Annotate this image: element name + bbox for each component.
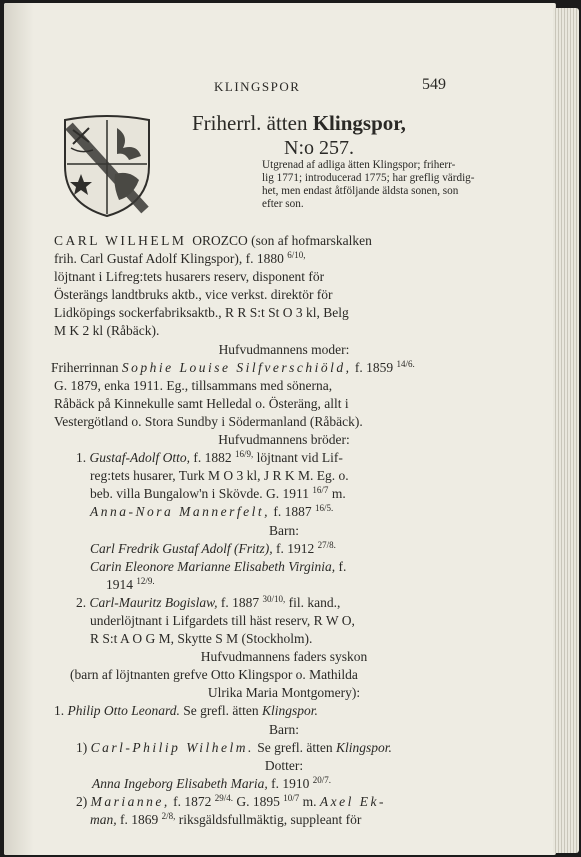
text-line — [76, 594, 514, 612]
text-line: (barn af löjtnanten grefve Otto Klingspor o. Mathilda — [70, 667, 358, 683]
date-fraction: 30/10, — [262, 593, 286, 604]
section-heading: Hufvudmannens moder: — [218, 341, 350, 357]
text-span: 1. — [54, 703, 68, 719]
section-heading: Dotter: — [264, 757, 304, 773]
text-span: f. 1887 — [270, 504, 315, 520]
text-span: f. 1872 — [169, 793, 215, 809]
running-title: KLINGSPOR — [214, 79, 301, 94]
person-name: Philip Otto Leonard. — [67, 703, 180, 719]
text-span: f. 1887 — [217, 594, 263, 610]
text-line — [106, 576, 514, 594]
text-span: OROZCO (son af hofmarskalken — [192, 233, 372, 248]
date-fraction: 6/10, — [287, 250, 306, 261]
text-span: Se grefl. ätten — [179, 703, 262, 719]
text-line — [90, 811, 514, 829]
text-span: frih. Carl Gustaf Adolf Klingspor), f. 1880 — [54, 251, 288, 267]
section-heading: Barn: — [269, 721, 299, 737]
person-name: Carl Fredrik Gustaf Adolf (Fritz), — [90, 540, 273, 556]
text-span: fil. kand., — [285, 594, 341, 610]
text-span: beb. villa Bungalow'n i Skövde. G. 1911 — [90, 486, 313, 502]
coat-of-arms-icon — [59, 114, 155, 220]
book-page — [4, 3, 556, 855]
date-fraction: 20/7. — [312, 774, 331, 785]
text-line: Lidköpings sockerfabriksaktb., R R S:t St O 3 kl, Belg — [54, 305, 349, 321]
text-span: f. 1910 — [267, 775, 313, 791]
text-span: riksgäldsfullmäktig, suppleant för — [175, 812, 362, 827]
date-fraction: 16/9, — [235, 449, 254, 460]
text-line: M K 2 kl (Råbäck). — [54, 323, 160, 339]
intro-paragraph — [262, 159, 475, 211]
title-prefix: Friherrl. ätten — [192, 111, 313, 135]
page-edges — [553, 8, 579, 853]
text-line — [51, 359, 514, 377]
person-name: Anna-Nora Mannerfelt, — [90, 504, 270, 520]
date-fraction: 16/7 — [312, 485, 329, 496]
person-name: Sophie Louise Silfverschiöld, — [121, 359, 352, 375]
text-line — [54, 702, 514, 720]
family-title — [192, 111, 406, 136]
text-line: löjtnant i Lifreg:tets husarers reserv, disponent för — [54, 269, 325, 285]
title-name: Klingspor, — [312, 111, 406, 135]
text-line: Vestergötland o. Stora Sundby i Södermanland (Råbäck). — [54, 413, 363, 429]
text-line: G. 1879, enka 1911. Eg., tillsammans med sönerna, — [54, 377, 333, 393]
text-line — [90, 558, 514, 576]
person-name: Axel Ek- — [319, 793, 387, 809]
date-fraction: 29/4. — [214, 792, 234, 803]
date-fraction: 16/5. — [315, 503, 334, 514]
text-line — [76, 449, 514, 467]
date-fraction: 14/6. — [396, 358, 415, 369]
family-name: Klingspor. — [262, 703, 318, 719]
text-span: 1. — [76, 450, 90, 466]
family-number: N:o 257. — [284, 137, 354, 159]
family-name: Klingspor. — [335, 739, 392, 755]
person-name: Marianne, — [90, 793, 170, 809]
text-span: m. — [299, 793, 320, 809]
intro-line: Utgrenad af adliga ätten Klingspor; friherr- — [262, 159, 456, 171]
text-span: Friherrinnan — [51, 359, 122, 375]
text-line — [76, 739, 514, 757]
text-line: Österängs landtbruks aktb., vice verkst. direktör för — [54, 287, 333, 303]
page-number: 549 — [422, 76, 446, 93]
text-span: Se grefl. ätten — [253, 739, 336, 755]
person-name: Carl-Philip Wilhelm. — [90, 739, 254, 755]
person-name: man, — [90, 812, 117, 827]
text-span: f. 1882 — [190, 450, 235, 466]
text-line — [54, 232, 514, 250]
text-span: 1914 — [106, 576, 137, 592]
intro-line: lig 1771; introducerad 1775; har greflig värdig- — [262, 172, 475, 184]
person-name: Carin Eleonore Marianne Elisabeth Virginia, — [90, 558, 336, 574]
text-line — [76, 793, 514, 811]
text-line: Råbäck på Kinnekulle samt Helledal o. Österäng, allt i — [54, 395, 349, 411]
section-heading: Hufvudmannens faders syskon — [200, 649, 368, 665]
text-span: f. 1869 — [116, 812, 162, 827]
text-line — [90, 485, 514, 503]
person-name: Gustaf-Adolf Otto, — [89, 450, 190, 466]
text-line — [90, 540, 514, 558]
date-fraction: 2/8, — [161, 811, 176, 821]
head-name: CARL WILHELM — [54, 233, 193, 248]
text-span: löjtnant vid Lif- — [253, 450, 343, 466]
genealogy-text — [51, 232, 514, 829]
text-line: underlöjtnant i Lifgardets till häst reserv, R W O, — [90, 612, 355, 628]
text-span: G. 1895 — [233, 793, 284, 809]
section-heading: Hufvudmannens bröder: — [218, 432, 350, 448]
person-name: Anna Ingeborg Elisabeth Maria, — [92, 775, 268, 791]
text-span: 2) — [76, 793, 91, 809]
date-fraction: 10/7 — [283, 792, 300, 803]
text-line — [54, 250, 514, 268]
text-span: f. 1912 — [272, 540, 318, 556]
text-line: Ulrika Maria Montgomery): — [207, 685, 361, 701]
text-span: f. 1859 — [351, 359, 397, 375]
section-heading: Barn: — [269, 522, 299, 538]
text-span: f. — [335, 558, 347, 574]
intro-line: het, men endast åtföljande äldsta sonen, son — [262, 185, 459, 197]
date-fraction: 27/8. — [317, 539, 336, 550]
text-line: reg:tets husarer, Turk M O 3 kl, J R K M. Eg. o. — [90, 468, 349, 484]
date-fraction: 12/9. — [136, 575, 155, 586]
text-line — [90, 503, 514, 521]
text-span: m. — [328, 486, 346, 502]
person-name: Carl-Mauritz Bogislaw, — [89, 594, 218, 610]
intro-line: efter son. — [262, 198, 304, 210]
text-span: 1) — [76, 739, 91, 755]
text-line — [92, 775, 514, 793]
page-gutter — [4, 3, 34, 855]
text-line: R S:t A O G M, Skytte S M (Stockholm). — [90, 631, 313, 647]
text-span: 2. — [76, 594, 90, 610]
